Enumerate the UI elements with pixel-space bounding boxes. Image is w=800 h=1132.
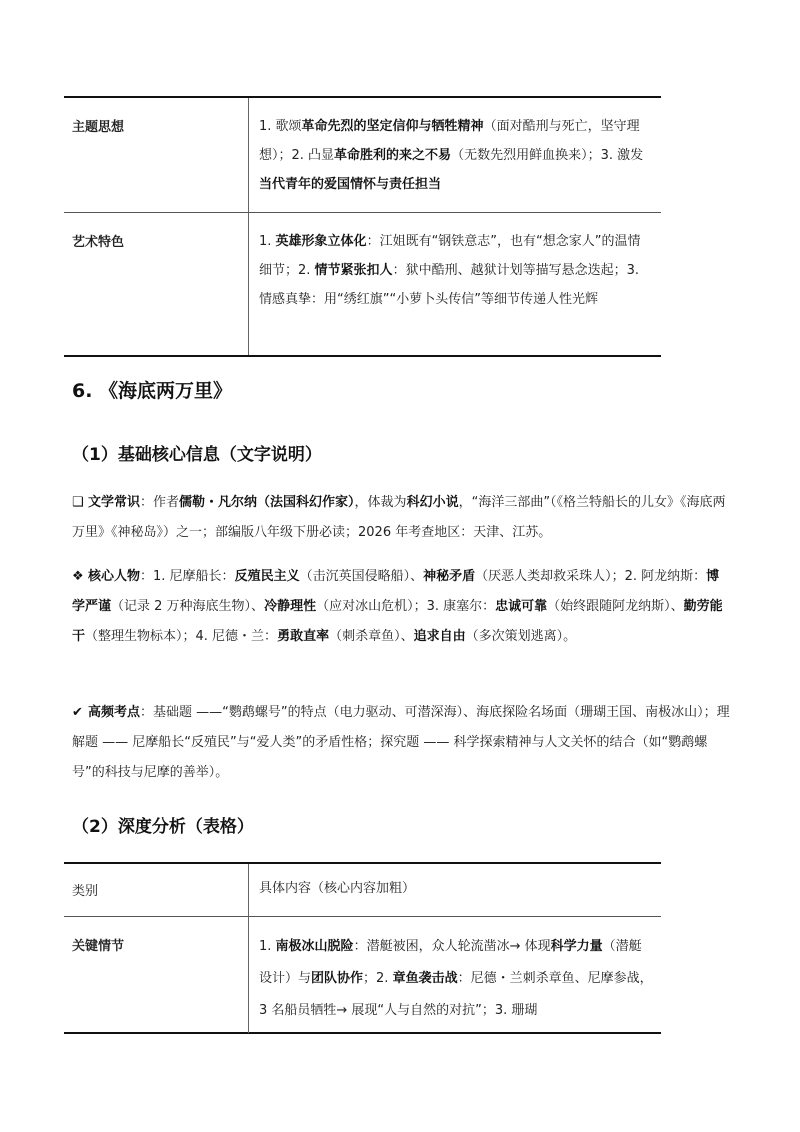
text-segment: 1.	[259, 234, 276, 249]
text-segment: （始终跟随阿龙纳斯）、	[547, 599, 684, 614]
text-segment: ：江姐既有“钢铁意志”，也有“想念家人”的温情细节；2.	[259, 234, 641, 278]
text-segment: （厌恶人类却救采珠人）；2. 阿龙纳斯：	[475, 569, 707, 584]
bold-text: 科幻小说	[406, 495, 459, 510]
bold-text: 神秘矛盾	[423, 569, 476, 584]
text-segment: （击沉英国侵略船）、	[299, 569, 424, 584]
row-content	[249, 98, 661, 212]
bold-text: 科学力量	[550, 939, 603, 954]
check-icon: ✔	[72, 705, 83, 720]
text-segment: （整理生物标本）；4. 尼德・兰：	[85, 629, 278, 644]
theme-art-table	[64, 96, 661, 357]
text-segment: ：基础题 ——“鹦鹉螺号”的特点（电力驱动、可潜深海）、海底探险名场面（珊瑚王国、南极冰山）；理解题 —— 尼摩船长“反殖民”与“爱人类”的矛盾性格；探究题 —— 科学探索精神与人文关怀的结合（如“鹦鹉螺号”的科技与尼摩的善举）。	[72, 705, 730, 780]
bold-text: 章鱼袭击战	[392, 971, 458, 986]
bold-text: 冷静理性	[264, 599, 317, 614]
bold-text: 反殖民主义	[234, 569, 300, 584]
text-segment: （面对酷刑与死亡，坚守理想）；2. 凸显	[259, 119, 640, 163]
bold-text: 团队协作	[311, 971, 364, 986]
text-segment: （多次策划逃离）。	[465, 629, 577, 644]
analysis-table	[64, 862, 661, 1034]
header-category: 类别	[64, 864, 249, 916]
row-label: 艺术特色	[64, 213, 249, 355]
text-segment: ：作者	[140, 495, 180, 510]
bold-text: 当代青年的爱国情怀与责任担当	[259, 177, 442, 192]
header-content: 具体内容（核心内容加粗）	[259, 881, 416, 896]
table-row	[64, 916, 661, 1033]
bold-text: 儒勒・凡尔纳（法国科幻作家）	[179, 495, 355, 510]
bold-text: 追求自由	[413, 629, 466, 644]
text-segment: ；2.	[363, 971, 393, 986]
bold-text: 情节紧张扣人	[314, 263, 393, 278]
text-segment: 1. 歌颂	[259, 119, 302, 134]
text-segment: ，“海洋三部曲”（《格兰特船长的儿女》《海底两万里》《神秘岛》）之一；部编版八年级下册必读；2026 年考查地区：天津、江苏。	[72, 495, 726, 540]
subsection-title: （2）深度分析（表格）	[72, 817, 254, 837]
bold-text: 革命先烈的坚定信仰与牺牲精神	[301, 119, 484, 134]
bold-text: 忠诚可靠	[495, 599, 548, 614]
bold-text: 革命胜利的来之不易	[334, 148, 452, 163]
text-segment: ，体裁为	[354, 495, 407, 510]
row-content	[249, 213, 661, 355]
text-segment: 1.	[259, 939, 276, 954]
diamond-bullet-icon: ❖	[72, 569, 84, 584]
table-row	[64, 212, 661, 355]
bold-text: 博学严谨	[72, 569, 720, 614]
core-characters-paragraph	[72, 562, 732, 652]
text-segment: （刺杀章鱼）、	[329, 629, 414, 644]
bold-text: 核心人物	[88, 569, 141, 584]
row-content	[249, 917, 661, 1033]
text-segment: ：潜艇被困，众人轮流凿冰→ 体现	[353, 939, 551, 954]
row-label: 主题思想	[64, 98, 249, 212]
bold-text: 高频考点	[88, 705, 141, 720]
text-segment: （潜艇设计）与	[259, 939, 642, 986]
section-title: 6. 《海底两万里》	[72, 380, 233, 402]
text-segment: （记录 2 万种海底生物）、	[111, 599, 265, 614]
exam-points-paragraph	[72, 698, 732, 788]
table-row	[64, 96, 661, 212]
bold-text: 南极冰山脱险	[275, 939, 354, 954]
bold-text: 勇敢直率	[277, 629, 330, 644]
table-header-row	[64, 862, 661, 916]
bold-text: 英雄形象立体化	[275, 234, 367, 249]
text-segment: （应对冰山危机）；3. 康塞尔：	[316, 599, 496, 614]
row-label: 关键情节	[64, 917, 249, 1033]
text-segment: ：1. 尼摩船长：	[140, 569, 235, 584]
bold-text: 勤劳能干	[72, 599, 723, 644]
literary-knowledge-paragraph	[72, 488, 732, 548]
subsection-title: （1）基础核心信息（文字说明）	[72, 445, 322, 465]
text-segment: （无数先烈用鲜血换来）；3. 激发	[451, 148, 644, 163]
square-bullet-icon: ❑	[72, 495, 84, 510]
bold-text: 文学常识	[88, 495, 141, 510]
text-segment: ：狱中酷刑、越狱计划等描写悬念迭起；3. 情感真挚：用“绣红旗”“小萝卜头传信”等细节传递人性光辉	[259, 263, 639, 307]
text-segment: ：尼德・兰刺杀章鱼、尼摩参战，3 名船员牺牲→ 展现“人与自然的对抗”；3. 珊瑚	[259, 971, 653, 1018]
